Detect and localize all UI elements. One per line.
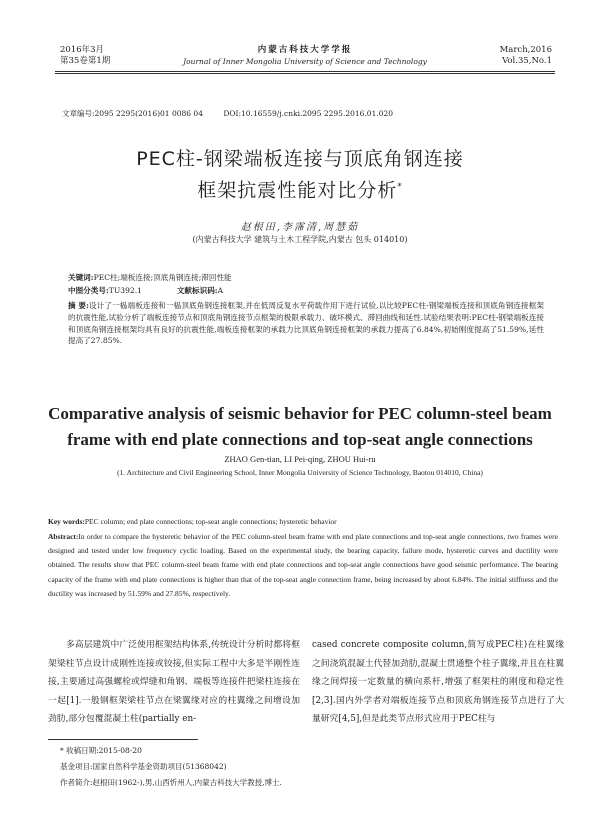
header-date-en: March,2016 (499, 45, 552, 55)
title-en-line2: frame with end plate connections and top-seat angle connections (67, 430, 533, 449)
abstract-cn-label: 摘 要: (68, 301, 89, 310)
keywords-cn (68, 272, 544, 284)
journal-name-en: Journal of Inner Mongolia University of Science and Technology (183, 57, 427, 66)
affiliation-en: (1. Architecture and Civil Engineering School, Inner Mongolia University of Science Technology, Baotou 014010, China) (117, 468, 483, 477)
header-date: 2016年3月 (60, 45, 105, 55)
abstract-en-text: In order to compare the hysteretic behavior of the PEC column-steel beam frame with end plate connections and top-seat angle connections, two frames were designed and tested under low frequency cyclic loading. Based on the experimental study, the bearing capacity, failure mode, hysteretic curves and ductility were obtained. The results show that PEC column-steel beam frame with end plate connections and top-seat angle connections have good seismic performance. The bearing capacity of the frame with end plate connections is higher than that of the top-seat angle connection frame, being increased by about 6.84%. The initial stiffness and the ductility was increased by 51.59% and 27.85%, respectively. (48, 532, 558, 598)
header-right (462, 45, 552, 67)
header-left (60, 45, 140, 67)
keywords-en-text: PEC column; end plate connections; top-seat angle connections; hysteretic behavior (84, 517, 337, 526)
authors-cn: 赵根田,李霈清,周慧茹 (240, 222, 360, 233)
title-footnote-mark: * (397, 182, 403, 192)
footnote-received: * 收稿日期:2015-08-20 (60, 746, 142, 755)
clc-value: TU392.1 (108, 286, 142, 295)
header-rule-2 (55, 73, 555, 74)
title-cn-line1: PEC柱-钢梁端板连接与顶底角钢连接 (136, 148, 464, 170)
footnote-fund: 基金项目:国家自然科学基金资助项目(51368042) (60, 762, 227, 771)
article-number: 文章编号:2095 2295(2016)01 0086 04 (62, 109, 203, 118)
abstract-en-label: Abstract: (48, 532, 79, 541)
keywords-en-label: Key words: (48, 517, 85, 526)
abstract-cn (68, 300, 544, 347)
title-cn-line2 (0, 174, 600, 204)
clc-label: 中图分类号: (68, 286, 109, 295)
article-meta (62, 108, 542, 119)
abstract-cn-text: 设计了一榀端板连接和一榀顶底角钢连接框架,并在低周反复水平荷载作用下进行试验,以比较PEC柱-钢梁端板连接和顶底角钢连接框架的抗震性能,试验分析了端板连接节点和顶底角钢连接节点框架的极限承载力、破坏模式、滞回曲线和延性.试验结果表明:PEC柱-钢梁端板连接和顶底角钢连接框架均具有良好的抗震性能,端板连接框架的承载力比顶底角钢连接框架的承载力提高了6.84%,初始刚度提高了51.59%,延性提高了27.85%. (68, 301, 544, 346)
keywords-cn-text: PEC柱;端板连接;顶底角钢连接;滞回性能 (93, 273, 232, 282)
abstract-en (48, 530, 558, 601)
authors-en: ZHAO Gen-tian, LI Pei-qing, ZHOU Hui-ru (224, 454, 376, 464)
body-column-left: 多高层建筑中广泛使用框架结构体系,传统设计分析时都将框架梁柱节点设计成刚性连接或铰接,但实际工程中大多是半刚性连接,主要通过高强螺栓或焊缝和角钢、端板等连接件把梁柱连接在一起[1].一般钢框架梁柱节点在梁翼缘对应的柱翼缘之间增设加劲肋,部分包覆混凝土柱(partially en- (48, 640, 300, 725)
header-volume: 第35卷第1期 (60, 56, 111, 66)
classification (68, 285, 544, 297)
header-center (150, 45, 460, 67)
doc-code-label: 文献标识码: (176, 286, 218, 295)
keywords-en (48, 516, 558, 527)
title-en-line1: Comparative analysis of seismic behavior for PEC column-steel beam (48, 404, 552, 423)
journal-name-cn: 内蒙古科技大学学报 (257, 45, 353, 55)
footnote-rule (48, 739, 198, 740)
header-volume-en: Vol.35,No.1 (502, 56, 552, 66)
body-column-right: cased concrete composite column,简写成PEC柱)在柱翼缘之间浇筑混凝土代替加劲肋,混凝土贯通整个柱子翼缘,并且在柱翼缘之间焊接一定数量的横向系杆,增强了框架柱的刚度和稳定性[2,3].国内外学者对端板连接节点和顶底角钢连接节点进行了大量研究[4,5],但是此类节点形式应用于PEC柱与 (312, 640, 564, 725)
keywords-cn-label: 关键词: (68, 273, 94, 282)
affiliation-cn: (内蒙古科技大学 建筑与土木工程学院,内蒙古 包头 014010) (192, 235, 408, 244)
title-cn-line2-text: 框架抗震性能对比分析 (197, 179, 398, 202)
header-rule (55, 71, 555, 72)
footnote-author: 作者简介:赵根田(1962-),男,山西忻州人,内蒙古科技大学教授,博士. (60, 778, 282, 787)
doi: DOI:10.16559/j.cnki.2095 2295.2016.01.020 (223, 109, 394, 118)
doc-code-value: A (217, 286, 224, 295)
